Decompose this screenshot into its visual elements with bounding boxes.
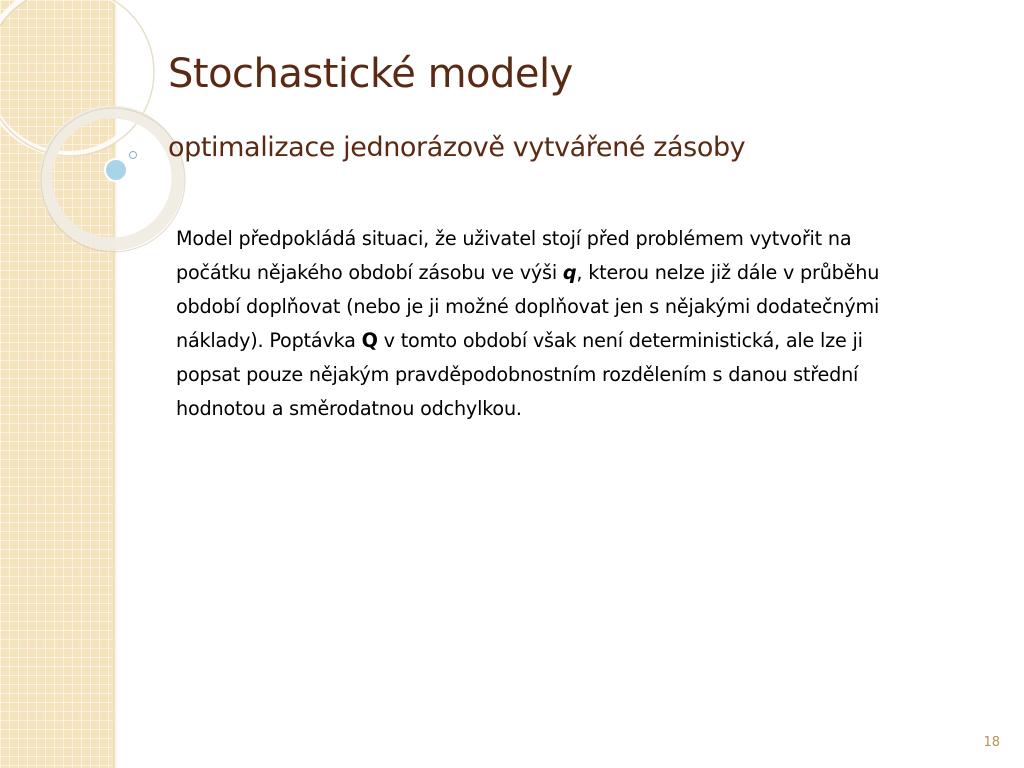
slide-subtitle: optimalizace jednorázově vytvářené zásoby xyxy=(168,132,746,163)
symbol-Q: Q xyxy=(361,329,378,352)
body-text-part-1: Model předpokládá situaci, že uživatel stojí před problémem vytvořit na počátku nějakého období zásobu ve výši xyxy=(176,227,852,284)
body-text-part-3: v tomto období však není deterministická, ale lze ji popsat pouze nějakým pravděpodobnostním rozdělením s danou střední hodnotou a směrodatnou odchylkou. xyxy=(176,329,863,420)
large-ring-shadow xyxy=(0,0,154,156)
page-number: 18 xyxy=(983,735,1000,750)
body-text-part-2: , kterou nelze již dále v průběhu období doplňovat (nebo je ji možné doplňovat jen s nějakými dodatečnými náklady). Poptávka xyxy=(176,261,880,352)
blue-dot xyxy=(105,159,127,181)
symbol-q: q xyxy=(562,261,577,284)
slide-title: Stochastické modely xyxy=(168,51,573,97)
body-paragraph xyxy=(176,222,911,426)
small-circle-bullet xyxy=(130,152,137,159)
body-text xyxy=(176,222,911,426)
